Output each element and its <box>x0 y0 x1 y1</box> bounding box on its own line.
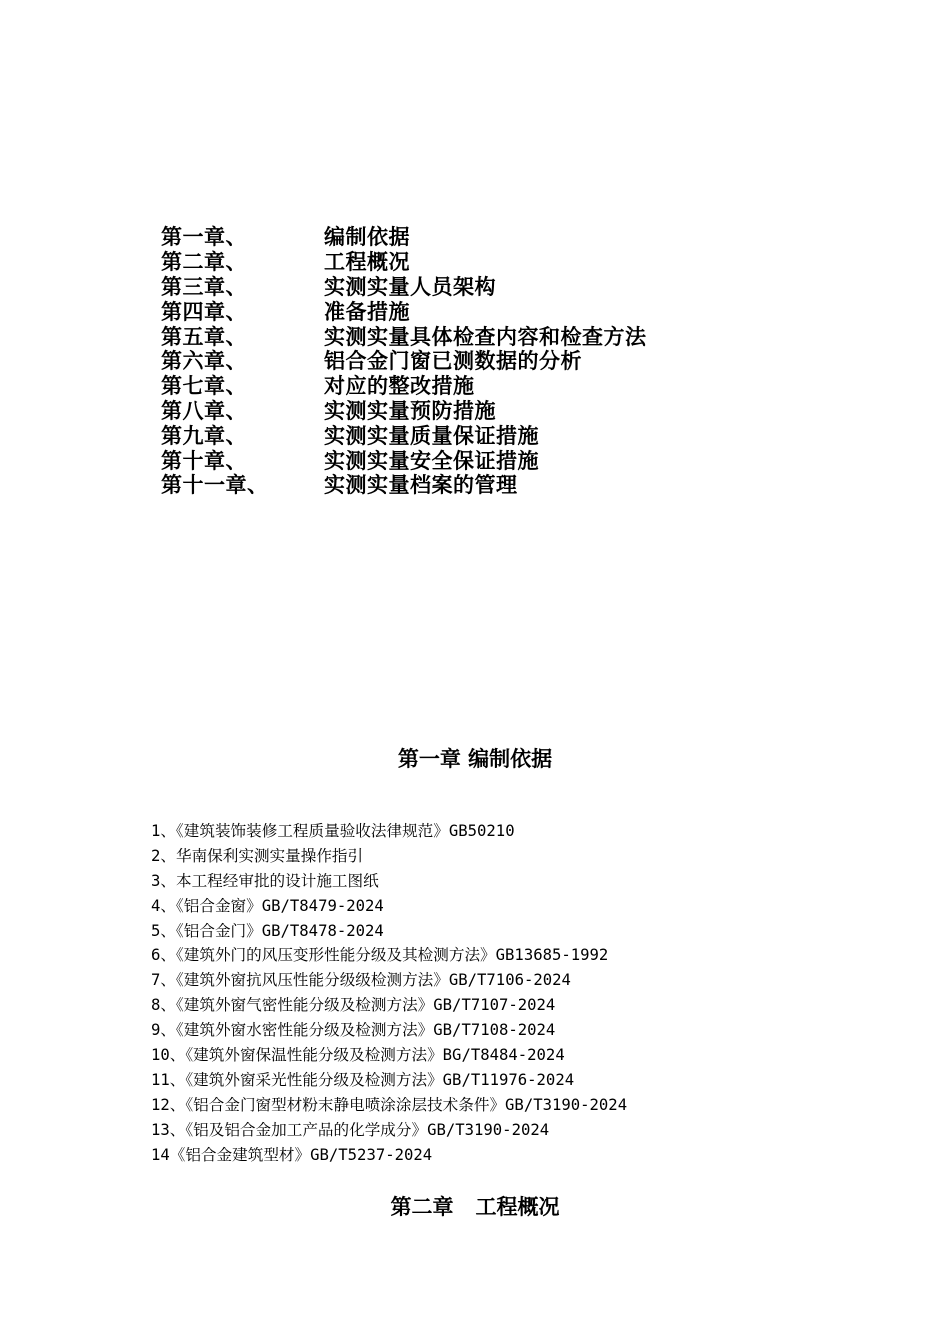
toc-chapter-title: 实测实量质量保证措施 <box>324 423 539 448</box>
toc-chapter-number: 第五章、 <box>161 324 247 349</box>
toc-entry[interactable] <box>161 224 647 249</box>
reference-item: 8、《建筑外窗气密性能分级及检测方法》GB/T7107-2024 <box>151 996 556 1015</box>
toc-chapter-number: 第四章、 <box>161 299 247 324</box>
reference-item: 2、华南保利实测实量操作指引 <box>151 846 364 865</box>
toc-chapter-number: 第七章、 <box>161 374 247 399</box>
toc-entry[interactable] <box>161 447 647 472</box>
toc-chapter-title: 实测实量预防措施 <box>324 398 496 423</box>
toc-chapter-title: 实测实量具体检查内容和检查方法 <box>324 324 647 349</box>
toc-chapter-title: 实测实量档案的管理 <box>324 473 518 498</box>
toc-entry[interactable] <box>161 422 647 447</box>
toc-entry[interactable] <box>161 472 647 497</box>
toc-chapter-number: 第十章、 <box>161 448 247 473</box>
toc-chapter-title: 实测实量安全保证措施 <box>324 448 539 473</box>
toc-entry[interactable] <box>161 348 647 373</box>
reference-item: 12、《铝合金门窗型材粉末静电喷涂涂层技术条件》GB/T3190-2024 <box>151 1095 628 1114</box>
reference-item: 14《铝合金建筑型材》GB/T5237-2024 <box>151 1145 433 1164</box>
reference-item: 10、《建筑外窗保温性能分级及检测方法》BG/T8484-2024 <box>151 1046 565 1065</box>
toc-chapter-number: 第九章、 <box>161 423 247 448</box>
toc-chapter-number: 第二章、 <box>161 250 247 275</box>
toc-chapter-number: 第一章、 <box>161 225 247 250</box>
toc-chapter-title: 实测实量人员架构 <box>324 275 496 299</box>
toc-chapter-number: 第十一章、 <box>161 473 269 498</box>
toc-entry[interactable] <box>161 398 647 423</box>
toc-entry[interactable] <box>161 298 647 323</box>
toc-entry[interactable] <box>161 274 647 299</box>
toc-chapter-number: 第八章、 <box>161 398 247 423</box>
reference-list <box>151 819 627 1167</box>
chapter-2-heading: 第二章 工程概况 <box>390 1195 560 1219</box>
reference-item: 1、《建筑装饰装修工程质量验收法律规范》GB50210 <box>151 822 515 840</box>
toc-entry[interactable] <box>161 249 647 274</box>
toc-chapter-number: 第六章、 <box>161 349 247 374</box>
reference-item: 3、本工程经审批的设计施工图纸 <box>151 871 379 890</box>
toc-entry[interactable] <box>161 373 647 398</box>
reference-item: 4、《铝合金窗》GB/T8479-2024 <box>151 896 384 915</box>
table-of-contents <box>161 224 647 497</box>
reference-item: 7、《建筑外窗抗风压性能分级级检测方法》GB/T7106-2024 <box>151 971 571 990</box>
reference-item: 11、《建筑外窗采光性能分级及检测方法》GB/T11976-2024 <box>151 1070 575 1089</box>
toc-chapter-title: 编制依据 <box>324 225 410 250</box>
toc-chapter-title: 对应的整改措施 <box>324 374 475 399</box>
toc-chapter-number: 第三章、 <box>161 275 247 299</box>
chapter-1-heading: 第一章 编制依据 <box>397 747 553 771</box>
toc-chapter-title: 铝合金门窗已测数据的分析 <box>324 349 582 374</box>
reference-item: 9、《建筑外窗水密性能分级及检测方法》GB/T7108-2024 <box>151 1021 556 1040</box>
toc-chapter-title: 工程概况 <box>324 250 410 275</box>
toc-entry[interactable] <box>161 323 647 348</box>
reference-item: 13、《铝及铝合金加工产品的化学成分》GB/T3190-2024 <box>151 1120 550 1139</box>
toc-chapter-title: 准备措施 <box>324 299 410 324</box>
reference-item: 6、《建筑外门的风压变形性能分级及其检测方法》GB13685-1992 <box>151 946 609 965</box>
reference-item: 5、《铝合金门》GB/T8478-2024 <box>151 921 384 940</box>
